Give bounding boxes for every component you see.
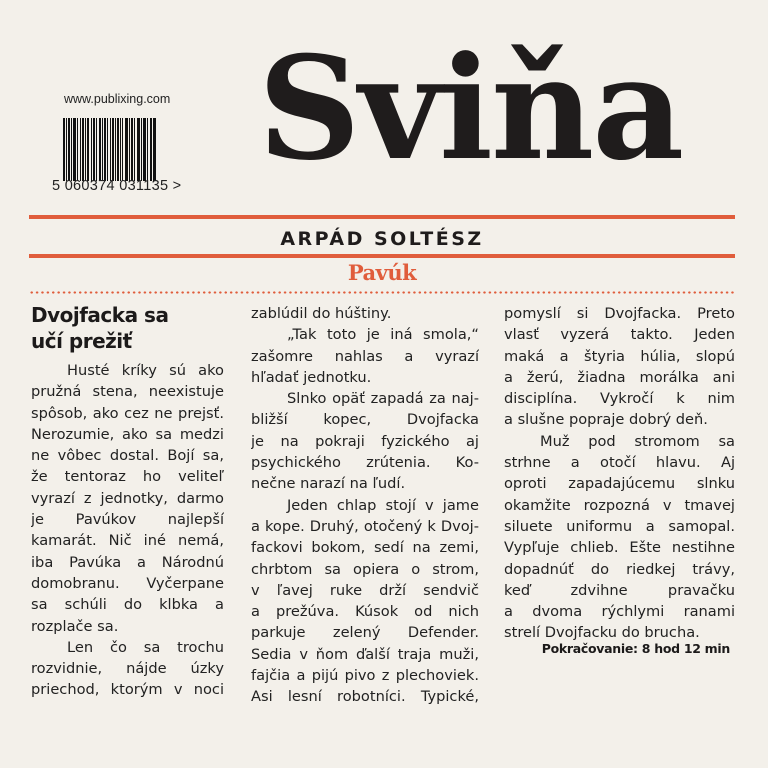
text-line: „Tak toto je iná smola,“ [287, 326, 479, 344]
article-column-1 [31, 302, 224, 701]
text-line: kamarát. Nič iné nemá, [31, 532, 224, 550]
dotted-divider [29, 291, 735, 294]
text-line: parkuje zelený Defender. [251, 624, 479, 642]
text-line: ne vôbec dostal. Bojí sa, [31, 447, 224, 465]
article-column-3 [504, 303, 735, 644]
text-line: Vypľuje chlieb. Ešte nestihne [504, 539, 735, 557]
text-line: pomyslí si Dvojfacka. Preto [504, 305, 735, 322]
text-line: a dvoma rýchlymi ranami [504, 603, 735, 621]
text-line: Jeden chlap stojí v jame [287, 496, 479, 514]
text-line: rozplače sa. [31, 617, 119, 635]
text-line: je Pavúkov najlepší [31, 511, 224, 529]
text-line: rozvidnie, nájde úzky [31, 660, 224, 678]
text-line: keď zdvihne pravačku [504, 581, 735, 599]
text-line: že tentoraz ho veliteľ [31, 468, 224, 486]
text-line: a kope. Druhý, otočený k Dvoj- [251, 517, 479, 535]
text-line: zablúdil do húštiny. [251, 305, 392, 322]
text-line: spôsob, ako cez ne prejsť. [31, 404, 224, 422]
text-line: Len čo sa trochu [67, 638, 224, 656]
continuation-note: Pokračovanie: 8 hod 12 min [541, 641, 730, 656]
text-line: strelí Dvojfacku do brucha. [504, 624, 700, 642]
text-line: Nerozumie, ako sa medzi [31, 425, 224, 443]
column-body [251, 303, 479, 708]
text-line: dopadnúť do riedkej trávy, [504, 560, 735, 578]
text-line: Sedia v ňom ďalší traja muži, [251, 645, 479, 663]
headline-line: učí prežiť [31, 329, 132, 353]
text-line: zašomre nahlas a vyrazí [251, 347, 479, 365]
text-line: vlasť vyzerá takto. Jeden [504, 326, 735, 344]
book-title: Sviňa [258, 26, 683, 192]
text-line: psychického zrútenia. Ko- [251, 454, 479, 472]
story-title: Pavúk [347, 260, 417, 285]
text-line: a prežúva. Kúsok od nich [251, 603, 479, 621]
text-line: strhne a otočí hlavu. Aj [504, 454, 735, 472]
text-line: a žerú, žiadna morálka ani [504, 368, 735, 386]
text-line: Husté kríky sú ako [67, 362, 224, 379]
publisher-url: www.publixing.com [64, 92, 171, 106]
text-line: domobranu. Vyčerpane [31, 574, 224, 592]
text-line: sa schúli do klbka a [31, 596, 224, 614]
text-line: v ľavej ruke drží sendvič [251, 581, 479, 599]
text-line: siluete uniformu a samopal. [504, 517, 735, 535]
text-line: maká a štyria húlia, slopú [504, 347, 735, 365]
bottom-accent-rule [29, 254, 735, 258]
column-body [504, 303, 735, 644]
author-name: ARPÁD SOLTÉSZ [280, 228, 484, 250]
text-line: priechod, ktorým v noci [31, 681, 224, 699]
text-line: Muž pod stromom sa [540, 432, 735, 450]
headline-line: Dvojfacka sa [31, 303, 169, 327]
text-line: iba Pavúka a Národnú [31, 553, 224, 571]
text-line: hľadať jednotku. [251, 368, 372, 386]
text-line: fackovi bokom, sedí na zemi, [251, 539, 479, 557]
text-line: Slnko opäť zapadá za naj- [287, 390, 479, 408]
barcode-digits: 5 060374 031135 > [52, 178, 182, 194]
text-line: Asi lesní robotníci. Typické, [251, 688, 479, 706]
article-headline [31, 302, 224, 354]
top-accent-rule [29, 215, 735, 219]
text-line: fajčia a pijú pivo z plechoviek. [251, 667, 479, 685]
text-line: a slušne popraje dobrý deň. [504, 411, 708, 429]
text-line: oproti zapadajúcemu slnku [504, 475, 735, 493]
text-line: chrbtom sa opiera o strom, [251, 560, 479, 578]
text-line: je na pokraji fyzického aj [251, 432, 479, 450]
text-line: bližší kopec, Dvojfacka [251, 411, 479, 429]
text-line: pružná stena, neexistuje [31, 383, 224, 401]
article-column-2 [251, 303, 479, 708]
text-line: okamžite rozpozná v tmavej [504, 496, 735, 514]
text-line: disciplína. Vykročí k nim [504, 390, 735, 408]
barcode [63, 118, 181, 181]
text-line: vyrazí z jednotky, darmo [31, 489, 224, 507]
text-line: nečne narazí na ľudí. [251, 475, 406, 493]
column-body [31, 360, 224, 701]
